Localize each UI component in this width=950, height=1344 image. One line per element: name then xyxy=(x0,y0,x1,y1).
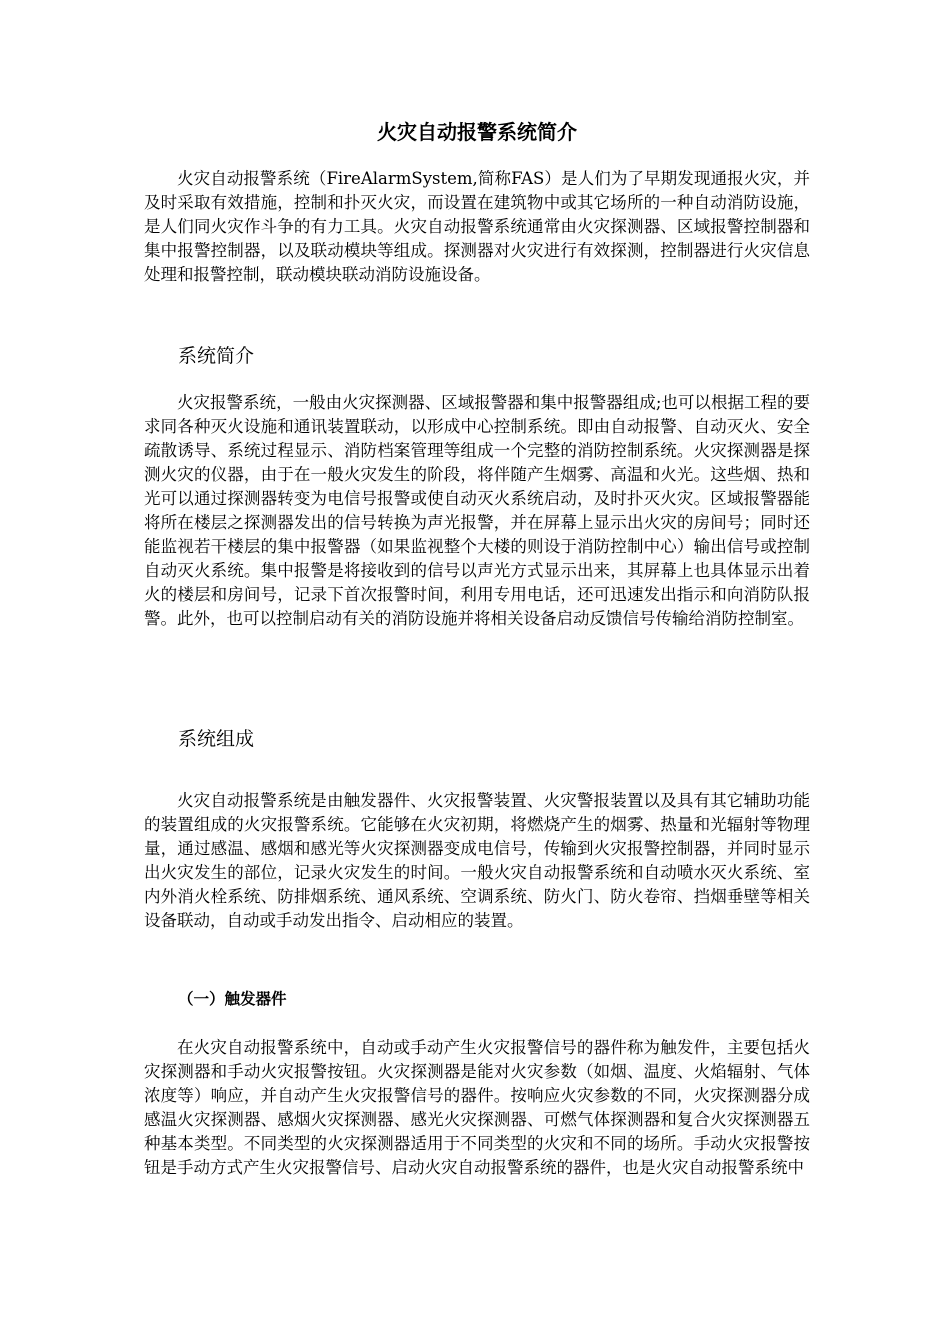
section-heading-composition: 系统组成 xyxy=(178,728,255,750)
section-heading-overview: 系统简介 xyxy=(178,345,255,367)
document-title: 火灾自动报警系统简介 xyxy=(377,120,577,144)
overview-paragraph: 火灾报警系统，一般由火灾探测器、区域报警器和集中报警器组成;也可以根据工程的要求同各种灭火设施和通讯装置联动，以形成中心控制系统。即由自动报警、自动灭火、安全疏散诱导、系统过程显示、消防档案管理等组成一个完整的消防控制系统。火灾探测器是探测火灾的仪器，由于在一般火灾发生的阶段，将伴随产生烟雾、高温和火光。这些烟、热和光可以通过探测器转变为电信号报警或使自动灭火系统启动，及时扑灭火灾。区域报警器能将所在楼层之探测器发出的信号转换为声光报警，并在屏幕上显示出火灾的房间号；同时还能监视若干楼层的集中报警器（如果监视整个大楼的则设于消防控制中心）输出信号或控制自动灭火系统。集中报警是将接收到的信号以声光方式显示出来，其屏幕上也具体显示出着火的楼层和房间号，记录下首次报警时间，利用专用电话，还可迅速发出指示和向消防队报警。此外，也可以控制启动有关的消防设施并将相关设备启动反馈信号传输给消防控制室。 xyxy=(144,393,810,628)
composition-paragraph: 火灾自动报警系统是由触发器件、火灾报警装置、火灾警报装置以及具有其它辅助功能的装置组成的火灾报警系统。它能够在火灾初期，将燃烧产生的烟雾、热量和光辐射等物理量，通过感温、感烟和感光等火灾探测器变成电信号，传输到火灾报警控制器，并同时显示出火灾发生的部位，记录火灾发生的时间。一般火灾自动报警系统和自动喷水灭火系统、室内外消火栓系统、防排烟系统、通风系统、空调系统、防火门、防火卷帘、挡烟垂壁等相关设备联动，自动或手动发出指令、启动相应的装置。 xyxy=(144,791,810,930)
trigger-devices-paragraph: 在火灾自动报警系统中，自动或手动产生火灾报警信号的器件称为触发件，主要包括火灾探测器和手动火灾报警按钮。火灾探测器是能对火灾参数（如烟、温度、火焰辐射、气体浓度等）响应，并自动产生火灾报警信号的器件。按响应火灾参数的不同，火灾探测器分成感温火灾探测器、感烟火灾探测器、感光火灾探测器、可燃气体探测器和复合火灾探测器五种基本类型。不同类型的火灾探测器适用于不同类型的火灾和不同的场所。手动火灾报警按钮是手动方式产生火灾报警信号、启动火灾自动报警系统的器件，也是火灾自动报警系统中 xyxy=(144,1038,810,1177)
intro-paragraph: 火灾自动报警系统（FireAlarmSystem,简称FAS）是人们为了早期发现通报火灾，并及时采取有效措施，控制和扑灭火灾，而设置在建筑物中或其它场所的一种自动消防设施，是人们同火灾作斗争的有力工具。火灾自动报警系统通常由火灾探测器、区域报警控制器和集中报警控制器，以及联动模块等组成。探测器对火灾进行有效探测，控制器进行火灾信息处理和报警控制，联动模块联动消防设施设备。 xyxy=(144,169,810,284)
subheading-trigger-devices: （一）触发器件 xyxy=(178,989,287,1008)
